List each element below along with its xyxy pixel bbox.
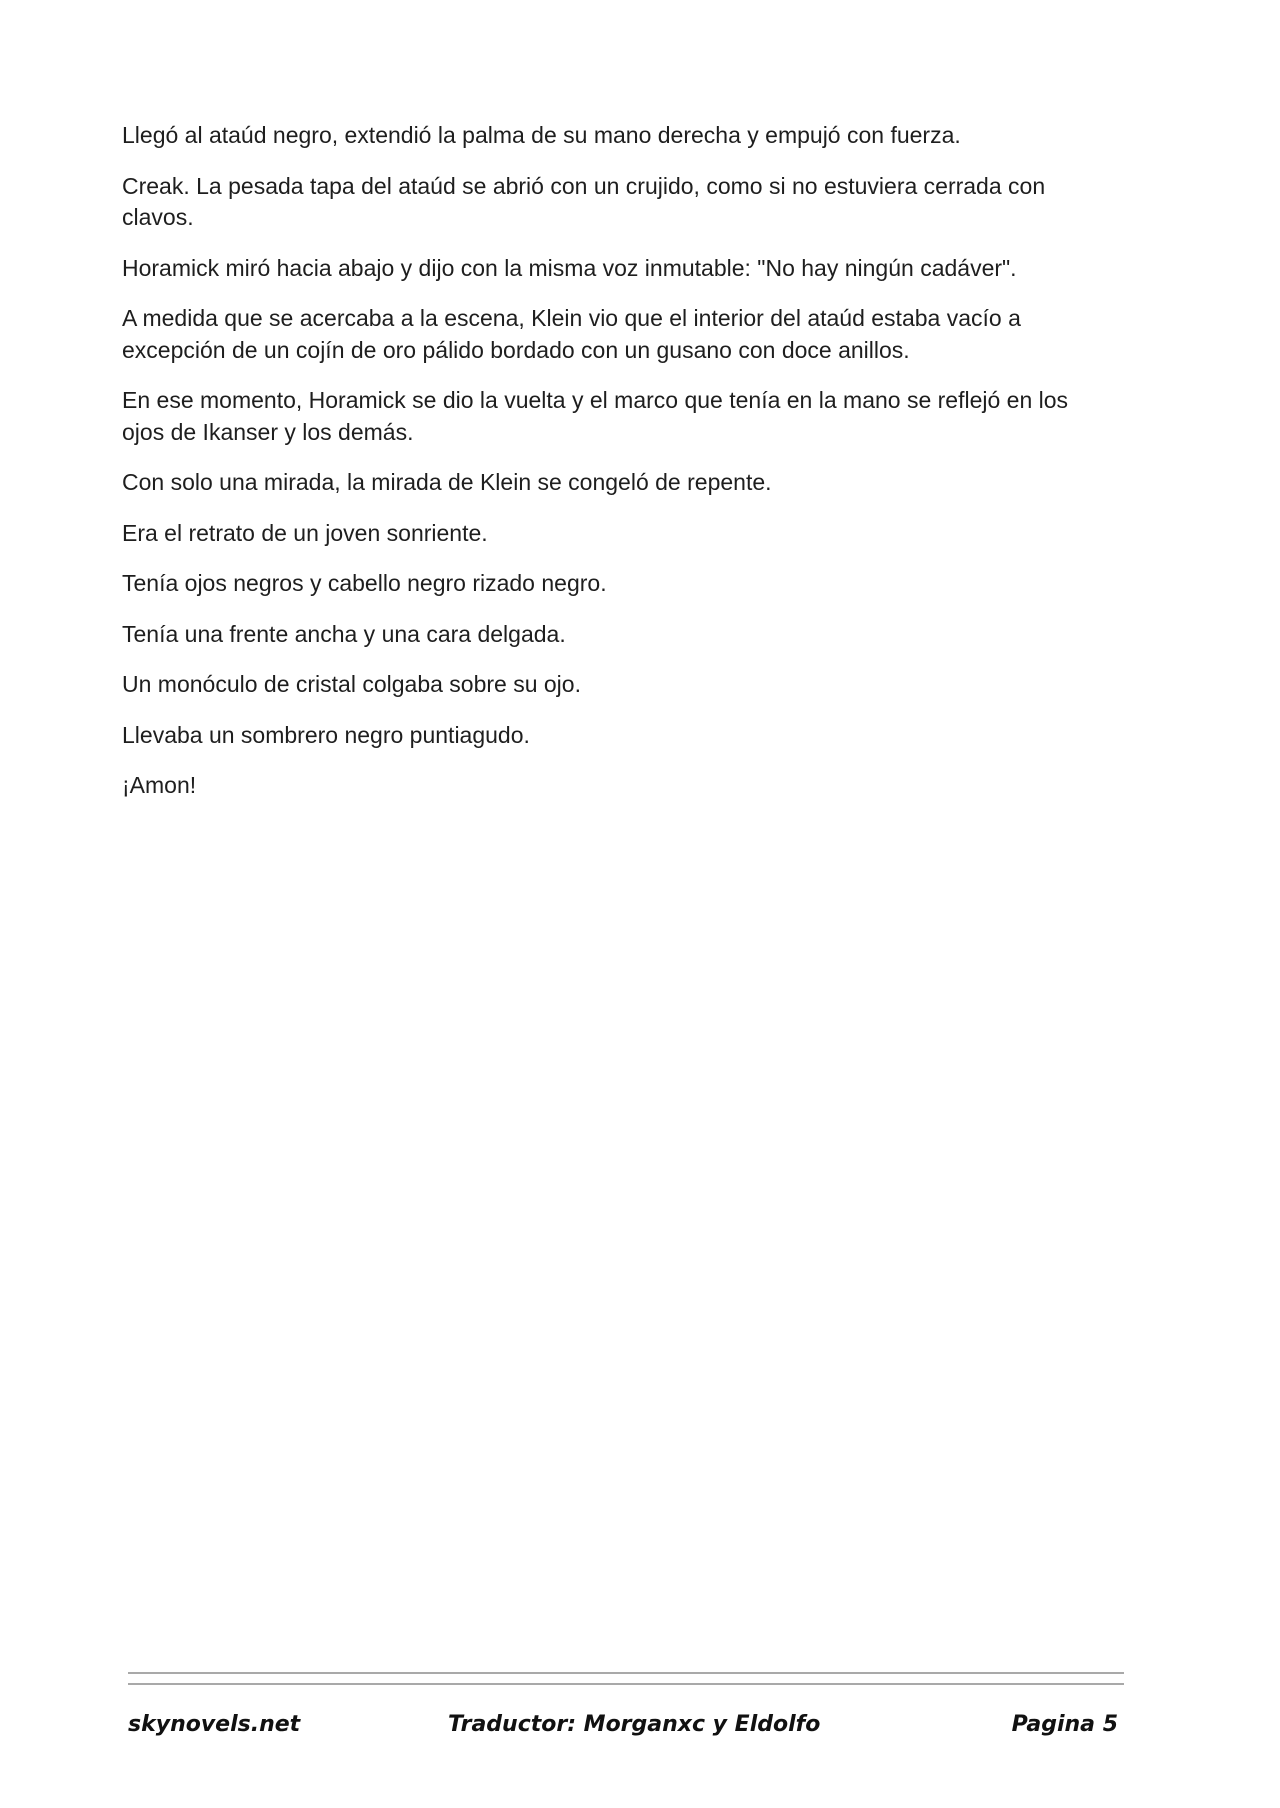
body-text: [122, 120, 1112, 821]
paragraph: ¡Amon!: [122, 772, 197, 798]
paragraph: Llevaba un sombrero negro puntiagudo.: [122, 721, 530, 748]
footer-site: skynovels.net: [128, 1712, 301, 1737]
paragraph: A medida que se acercaba a la escena, Klein vio que el interior del ataúd estaba vacío a excepción de un cojín de oro pálido bordado con un gusano con doce anillos.: [122, 305, 1021, 363]
paragraph: Tenía una frente ancha y una cara delgada.: [122, 620, 566, 647]
paragraph: Horamick miró hacia abajo y dijo con la misma voz inmutable: "No hay ningún cadáver".: [122, 254, 1017, 281]
paragraph: En ese momento, Horamick se dio la vuelta y el marco que tenía en la mano se reflejó en los ojos de Ikanser y los demás.: [122, 387, 1069, 445]
paragraph: Creak. La pesada tapa del ataúd se abrió con un crujido, como si no estuviera cerrada con clavos.: [122, 172, 1046, 230]
page-footer: [128, 1712, 1118, 1746]
footer-rule-top: [128, 1672, 1124, 1674]
paragraph: Llegó al ataúd negro, extendió la palma de su mano derecha y empujó con fuerza.: [122, 122, 961, 148]
paragraph: Tenía ojos negros y cabello negro rizado negro.: [122, 570, 607, 596]
footer-rule-bottom: [128, 1683, 1124, 1685]
footer-translator: Traductor: Morganxc y Eldolfo: [448, 1712, 821, 1737]
paragraph: Era el retrato de un joven sonriente.: [122, 519, 488, 546]
footer-divider: [128, 1672, 1124, 1686]
paragraph: Con solo una mirada, la mirada de Klein se congeló de repente.: [122, 469, 772, 495]
footer-page-number: Pagina 5: [1011, 1712, 1118, 1737]
paragraph: Un monóculo de cristal colgaba sobre su ojo.: [122, 671, 581, 697]
